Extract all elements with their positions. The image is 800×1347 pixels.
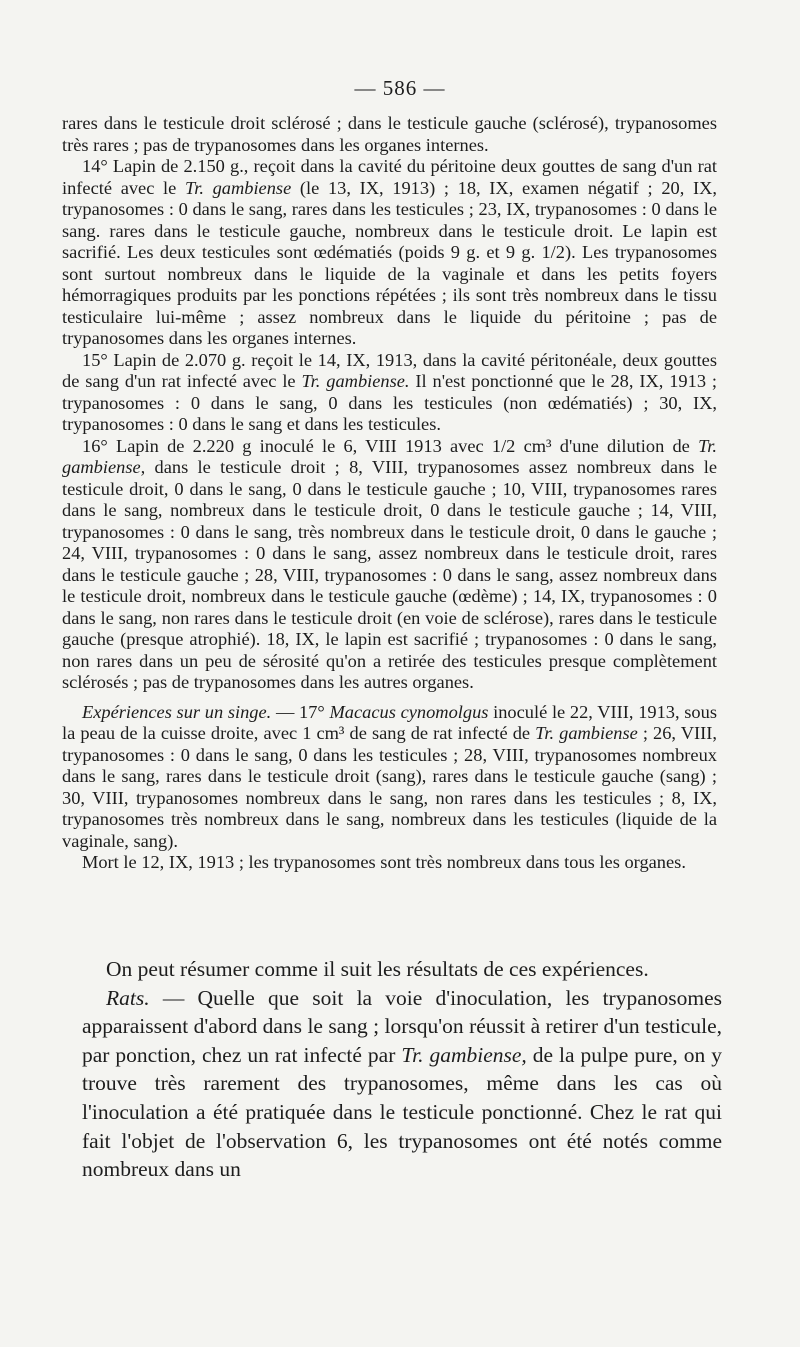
observation-15 <box>62 350 717 436</box>
observation-14 <box>62 156 717 350</box>
species-name: Tr. gambiense <box>184 177 292 198</box>
text: 16° Lapin de 2.220 g inoculé le 6, VIII 1913 avec 1/2 cm³ d'une dilution de <box>82 435 699 456</box>
summary-intro <box>82 955 722 984</box>
summary-rats <box>82 984 722 1184</box>
text: — 17° <box>271 701 330 722</box>
text: On peut résumer comme il suit les résultats de ces expériences. <box>106 957 649 981</box>
species-name: Macacus cynomolgus <box>329 701 489 722</box>
text: ; 26, VIII, trypanosomes : 0 dans le sang, 0 dans les testicules ; 28, VIII, trypanosomes nombreux dans le sang, rares dans le testicule droit (sang), rares dans le testicule gauche (sang) ; 30, VIII, trypanosomes nombreux dans le sang, non rares dans les testicules ; 8, IX, trypanosomes très nombreux dans le sang, nombreux dans les testicules (liquide de la vaginale, sang). <box>62 723 717 851</box>
observation-17-death <box>62 852 717 874</box>
paragraph-continuation <box>62 113 717 156</box>
section-heading: Rats. <box>106 985 150 1010</box>
observation-17 <box>62 702 717 853</box>
text: 14° Lapin de 2.150 g., reçoit dans la cavité du péritoine deux gouttes de sang d'un rat infecté avec le <box>62 156 717 198</box>
text: — Quelle que soit la voie d'inoculation, les trypanosomes apparaissent d'abord dans le sang ; lorsqu'on réussit à retirer d'un testicule, par ponction, chez un rat infecté par <box>82 985 722 1067</box>
page-number: — 586 — <box>354 76 446 100</box>
summary-block <box>82 955 722 1184</box>
text: Il n'est ponctionné que le 28, IX, 1913 ; trypanosomes : 0 dans le sang, 0 dans les testicules (non œdématiés) ; 30, IX, trypanosomes : 0 dans le sang et dans les testicules. <box>62 371 717 434</box>
text: (le 13, IX, 1913) ; 18, IX, examen négatif ; 20, IX, trypanosomes : 0 dans le sang, rares dans les testicules ; 23, IX, trypanosomes : 0 dans le sang. rares dans le testicule gauche, nombreux dans le testicule droit. Le lapin est sacrifié. Les deux testicules sont œdématiés (poids 9 g. et 9 g. 1/2). Les trypanosomes sont surtout nombreux dans le liquide de la vaginale et dans les petits foyers hémorragiques produits par les ponctions répétées ; ils sont très nombreux dans le tissu testiculaire lui-même ; assez nombreux dans le liquide du péritoine ; pas de trypanosomes dans les organes internes. <box>62 177 717 348</box>
text: inoculé le 22, VIII, 1913, sous la peau de la cuisse droite, avec 1 cm³ de sang de rat infecté de <box>62 701 717 743</box>
text: rares dans le testicule droit sclérosé ; dans le testicule gauche (sclérosé), trypanosomes très rares ; pas de trypanosomes dans les organes internes. <box>62 113 717 155</box>
text: de la pulpe pure, on y trouve très rarement des trypanosomes, même dans les cas où l'inoculation a été pratiquée dans le testicule ponctionné. Chez le rat qui fait l'objet de l'observation 6, les trypanosomes ont été notés comme nombreux dans un <box>82 1042 722 1182</box>
text: Mort le 12, IX, 1913 ; les trypanosomes sont très nombreux dans tous les organes. <box>82 852 686 872</box>
observations-block <box>62 113 717 874</box>
species-name: Tr. gambiense <box>535 723 638 743</box>
text: dans le testicule droit ; 8, VIII, trypanosomes assez nombreux dans le testicule droit, 0 dans le sang, 0 dans le testicule gauche ; 10, VIII, trypanosomes rares dans le sang, nombreux dans le testicule droit, 0 dans le testicule gauche ; 14, VIII, trypanosomes : 0 dans le sang, très nombreux dans le testicule droit, 0 dans le gauche ; 24, VIII, trypanosomes : 0 dans le sang, assez nombreux dans le testicule droit, rares dans le testicule gauche ; 28, VIII, trypanosomes : 0 dans le sang, assez nombreux dans le testicule droit, nombreux dans le testicule gauche (œdème) ; 14, IX, trypanosomes : 0 dans le sang, non rares dans le testicule droit (en voie de sclérose), rares dans le testicule gauche (presque atrophié). 18, IX, le lapin est sacrifié ; trypanosomes : 0 dans le sang, non rares dans un peu de sérosité qu'on a retirée des testicules presque complètement sclérosés ; pas de trypanosomes dans les autres organes. <box>62 457 717 692</box>
species-name: Tr. gambiense, <box>401 1042 527 1067</box>
species-name: Tr. gambiense, <box>62 435 717 477</box>
text: 15° Lapin de 2.070 g. reçoit le 14, IX, 1913, dans la cavité péritonéale, deux gouttes de sang d'un rat infecté avec le <box>62 349 717 391</box>
observation-16 <box>62 436 717 694</box>
section-heading: Expériences sur un singe. <box>82 701 272 722</box>
species-name: Tr. gambiense. <box>301 371 410 391</box>
